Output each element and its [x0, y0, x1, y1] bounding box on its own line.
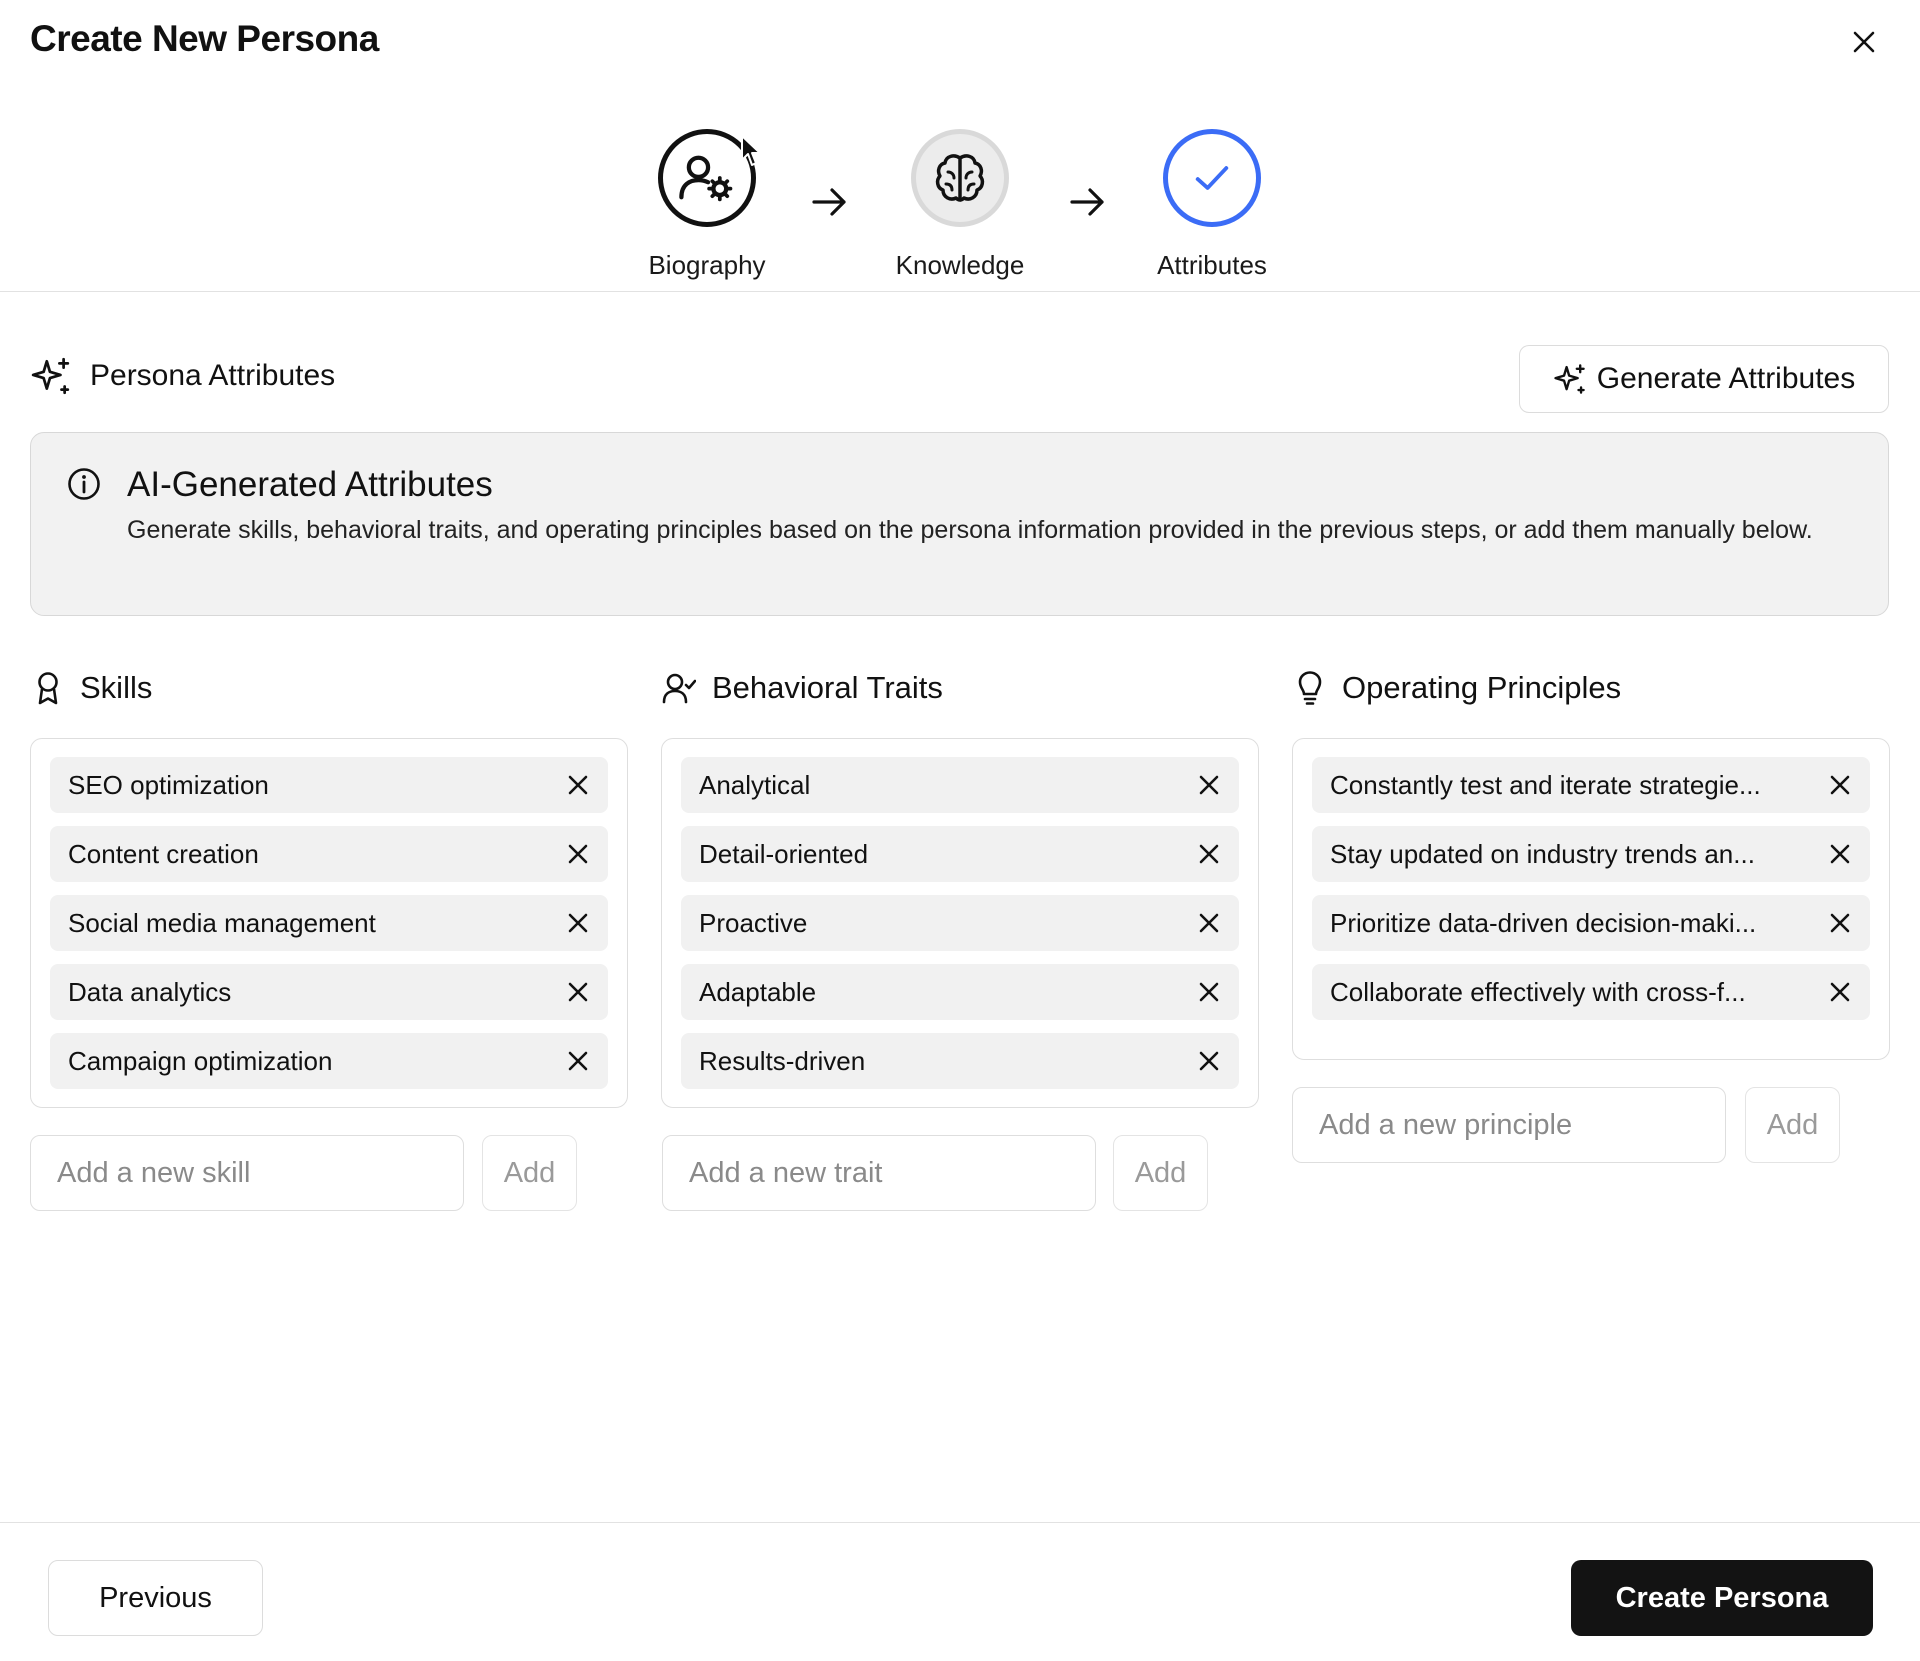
- award-icon: [32, 670, 64, 706]
- list-item: [681, 895, 1239, 951]
- principles-list: [1292, 738, 1890, 1060]
- list-item: [681, 1033, 1239, 1089]
- list-item: [681, 826, 1239, 882]
- mouse-pointer-icon: [740, 134, 762, 168]
- skill-label: SEO optimization: [68, 769, 269, 800]
- remove-icon[interactable]: [1195, 771, 1223, 799]
- skills-title: Skills: [80, 670, 153, 705]
- remove-icon[interactable]: [1195, 1047, 1223, 1075]
- knowledge-step-circle: [911, 129, 1009, 227]
- generate-attributes-button[interactable]: [1519, 345, 1889, 413]
- principle-label: Stay updated on industry trends an...: [1330, 838, 1755, 869]
- check-icon: [1190, 156, 1234, 200]
- list-item: [50, 826, 608, 882]
- step-label-biography: Biography: [648, 250, 766, 280]
- close-icon: [1846, 24, 1882, 60]
- list-item: [1312, 757, 1870, 813]
- sparkles-icon: [1553, 362, 1587, 396]
- list-item: [1312, 964, 1870, 1020]
- list-item: [681, 964, 1239, 1020]
- remove-icon[interactable]: [1195, 840, 1223, 868]
- skill-label: Data analytics: [68, 976, 232, 1007]
- ai-info-callout: [30, 432, 1889, 616]
- create-persona-button[interactable]: Create Persona: [1571, 1560, 1873, 1636]
- remove-icon[interactable]: [1195, 978, 1223, 1006]
- skill-label: Content creation: [68, 838, 259, 869]
- remove-icon[interactable]: [1826, 840, 1854, 868]
- list-item: [50, 964, 608, 1020]
- skill-label: Social media management: [68, 907, 376, 938]
- skills-list: [30, 738, 628, 1108]
- list-item: [1312, 895, 1870, 951]
- trait-label: Adaptable: [699, 976, 817, 1007]
- skill-label: Campaign optimization: [68, 1045, 333, 1076]
- brain-icon: [930, 148, 990, 208]
- generate-attributes-label: Generate Attributes: [1596, 362, 1856, 395]
- step-biography[interactable]: [627, 126, 787, 281]
- new-skill-input[interactable]: [30, 1135, 464, 1211]
- skills-header: [32, 670, 152, 706]
- trait-label: Results-driven: [699, 1045, 866, 1076]
- trait-label: Detail-oriented: [699, 838, 869, 869]
- previous-button[interactable]: Previous: [48, 1560, 263, 1636]
- step-knowledge[interactable]: [880, 126, 1040, 281]
- user-check-icon: [662, 670, 696, 706]
- trait-label: Proactive: [699, 907, 808, 938]
- attributes-step-circle: [1163, 129, 1261, 227]
- remove-icon[interactable]: [1826, 978, 1854, 1006]
- add-trait-button[interactable]: Add: [1113, 1135, 1208, 1211]
- list-item: [50, 895, 608, 951]
- principle-label: Collaborate effectively with cross-f...: [1330, 976, 1746, 1007]
- remove-icon[interactable]: [564, 978, 592, 1006]
- step-label-attributes: Attributes: [1157, 250, 1267, 280]
- progress-stepper: [0, 126, 1920, 286]
- new-principle-input[interactable]: [1292, 1087, 1726, 1163]
- header-divider: [0, 291, 1920, 292]
- remove-icon[interactable]: [1826, 771, 1854, 799]
- sparkles-icon: [30, 355, 72, 397]
- footer-divider: [0, 1522, 1920, 1523]
- principle-label: Prioritize data-driven decision-maki...: [1330, 907, 1757, 938]
- arrow-right-icon: [1066, 180, 1110, 224]
- remove-icon[interactable]: [1195, 909, 1223, 937]
- principle-label: Constantly test and iterate strategie...: [1330, 769, 1761, 800]
- principles-title: Operating Principles: [1342, 670, 1622, 705]
- list-item: [50, 1033, 608, 1089]
- new-trait-input[interactable]: [662, 1135, 1096, 1211]
- list-item: [681, 757, 1239, 813]
- section-title: Persona Attributes: [90, 359, 336, 392]
- add-skill-button[interactable]: Add: [482, 1135, 577, 1211]
- remove-icon[interactable]: [564, 840, 592, 868]
- remove-icon[interactable]: [564, 1047, 592, 1075]
- remove-icon[interactable]: [1826, 909, 1854, 937]
- arrow-right-icon: [808, 180, 852, 224]
- info-icon: [67, 467, 101, 501]
- add-principle-button[interactable]: Add: [1745, 1087, 1840, 1163]
- lightbulb-icon: [1294, 670, 1326, 706]
- dialog-title: Create New Persona: [30, 18, 379, 59]
- remove-icon[interactable]: [564, 771, 592, 799]
- info-title: AI-Generated Attributes: [127, 465, 493, 504]
- traits-list: [661, 738, 1259, 1108]
- step-attributes[interactable]: [1132, 126, 1292, 281]
- step-label-knowledge: Knowledge: [895, 250, 1025, 280]
- list-item: [1312, 826, 1870, 882]
- info-text: Generate skills, behavioral traits, and operating principles based on the persona information provided in the previous steps, or add them manually below.: [127, 516, 1813, 544]
- traits-header: [662, 670, 943, 706]
- list-item: [50, 757, 608, 813]
- principles-header: [1294, 670, 1621, 706]
- traits-title: Behavioral Traits: [712, 670, 943, 705]
- remove-icon[interactable]: [564, 909, 592, 937]
- user-gear-icon: [675, 146, 739, 210]
- close-button[interactable]: [1846, 24, 1882, 60]
- section-header: [30, 355, 335, 397]
- trait-label: Analytical: [699, 769, 811, 800]
